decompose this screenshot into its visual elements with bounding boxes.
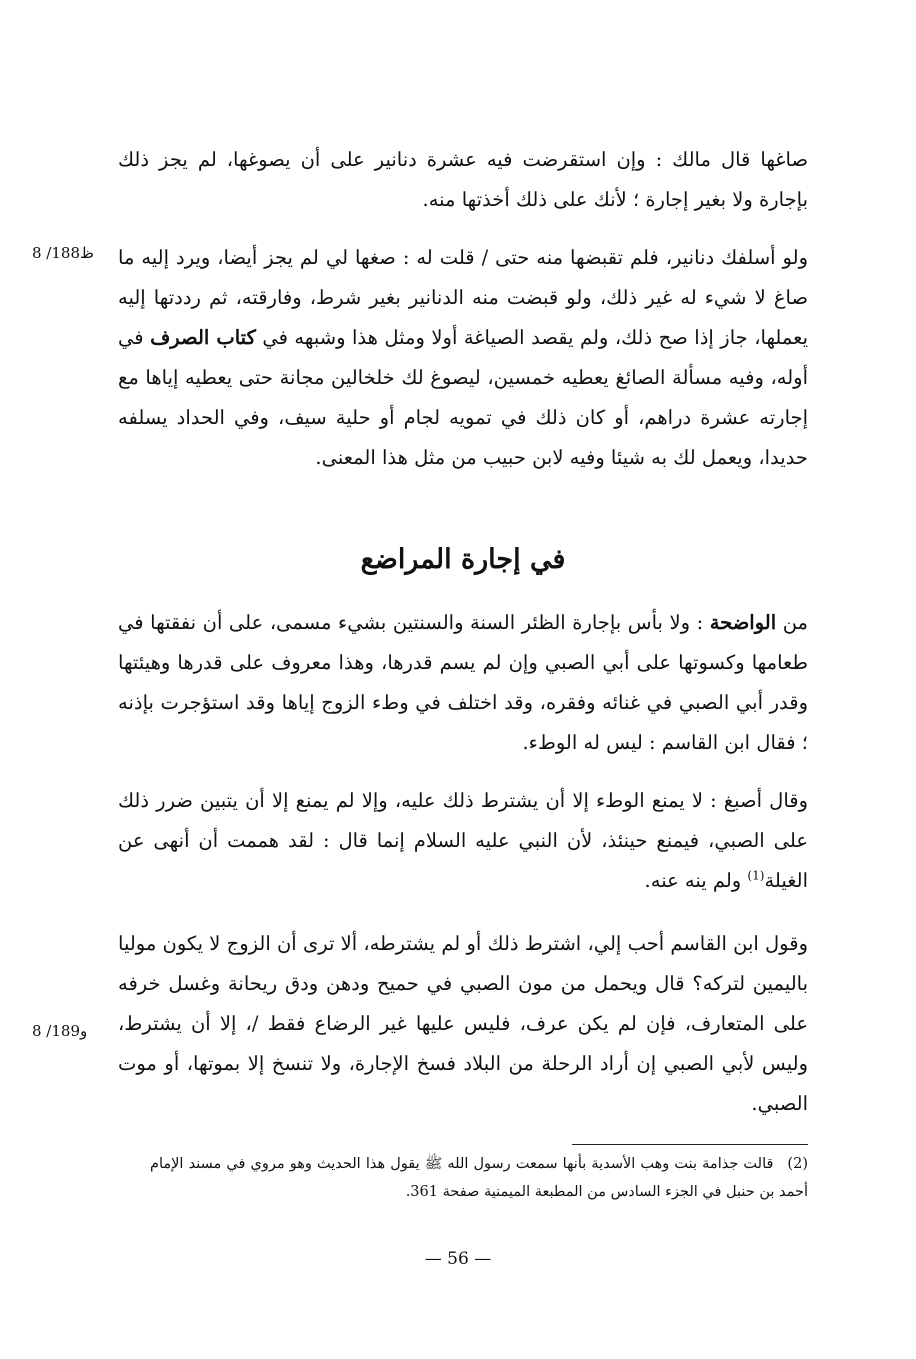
paragraph-4-text-after: ولم ينه عنه. (644, 869, 748, 892)
paragraph-2-text-after: في أوله، وفيه مسألة الصائغ يعطيه خمسين، ليصوغ لك خلخالين مجانة حتى يعطيه إياها مع إجارته عشرة دراهم، أو كان ذلك في تمويه لجام أو حلية سيف، وفي الحداد يسلفه حديدا، ويعمل لك به شيئا وفيه لابن حبيب من مثل هذا المعنى. (118, 326, 808, 469)
margin-note-folio-189: 8 /189و (32, 1022, 88, 1040)
paragraph-4-text-before: وقال أصبغ : لا يمنع الوطء إلا أن يشترط ذلك عليه، وإلا لم يمنع إلا أن يتبين ضرر ذلك على الصبي، فيمنع حينئذ، لأن النبي عليه السلام إنما قال : لقد هممت أن أنهى عن الغيلة (118, 789, 808, 892)
paragraph-5-text: وقول ابن القاسم أحب إلي، اشترط ذلك أو لم يشترطه، ألا ترى أن الزوج لا يكون موليا باليمين لتركه؟ قال ويحمل من مون الصبي في حميح ودهن ودق ريحانة وغسل خرفه على المتعارف، فإن لم يكن عرف، فليس عليها غير الرضاع فقط /، إلا أن يشترط، وليس لأبي الصبي إن أراد الرحلة من البلاد فسخ الإجارة، ولا تنسخ إلا بموتها، أو موت الصبي. (118, 932, 808, 1115)
footnote (150, 1150, 808, 1206)
footnote-text: قالت جذامة بنت وهب الأسدية بأنها سمعت رسول الله ﷺ يقول هذا الحديث وهو مروي في مسند الإمام أحمد بن حنبل في الجزء السادس من المطبعة الميمنية صفحة 361. (150, 1156, 808, 1200)
page-number: — 56 — (424, 1249, 492, 1269)
source-title-wadiha: الواضحة (709, 611, 777, 634)
margin-note-folio-188: 8 /188ظ (32, 244, 94, 262)
paragraph-1 (118, 140, 808, 220)
section-heading: في إجارة المراضع (360, 544, 566, 575)
paragraph-3 (118, 603, 808, 763)
footnote-number: (2) (787, 1156, 808, 1172)
paragraph-1-text: صاغها قال مالك : وإن استقرضت فيه عشرة دنانير على أن يصوغها، لم يجز ذلك بإجارة ولا بغير إجارة ؛ لأنك على ذلك أخذتها منه. (118, 148, 808, 211)
paragraph-2 (118, 238, 808, 478)
book-title-kitab-al-sarf: كتاب الصرف (150, 326, 256, 349)
footnote-reference[interactable]: (1) (747, 868, 765, 883)
footnote-divider (572, 1144, 808, 1145)
paragraph-3-lead: من (776, 611, 808, 634)
paragraph-2-text-before: ولو أسلفك دنانير، فلم تقبضها منه حتى / قلت له : صغها لي لم يجز أيضا، ويرد إليه ما صاغ لا شيء له غير ذلك، ولو قبضت منه الدنانير بغير شرط، وفارقته، ثم رددتها إليه يعملها، جاز إذا صح ذلك، ولم يقصد الصياغة أولا ومثل هذا وشبهه في (118, 246, 808, 349)
paragraph-3-text: : ولا بأس بإجارة الظئر السنة والسنتين بشيء مسمى، على أن نفقتها في طعامها وكسوتها على أبي الصبي وإن لم يسم قدرها، وهذا معروف على قدرها وهيئتها وقدر أبي الصبي في غنائه وفقره، وقد اختلف في وطء الزوج إياها وقد استؤجرت بإذنه ؛ فقال ابن القاسم : ليس له الوطء. (118, 611, 808, 754)
paragraph-5 (118, 924, 808, 1124)
paragraph-4 (118, 781, 808, 901)
